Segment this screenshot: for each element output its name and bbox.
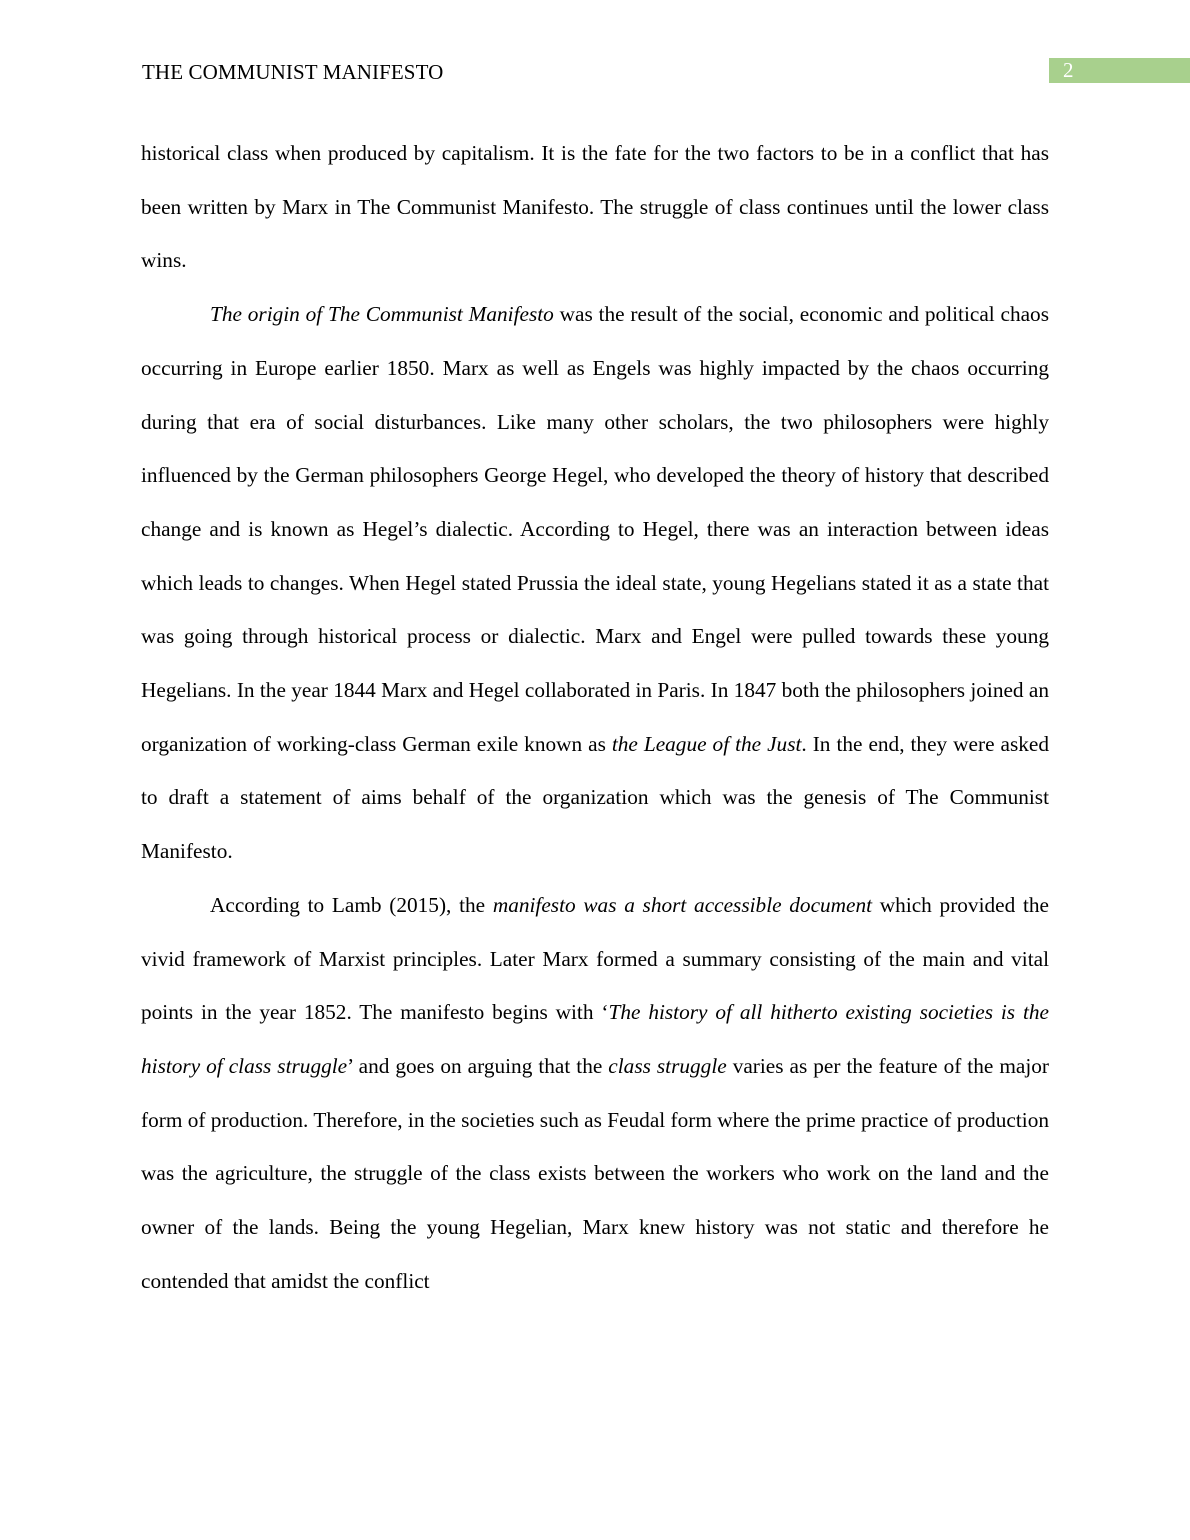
italic-phrase: manifesto was a short accessible document bbox=[492, 892, 873, 917]
paragraph-text: According to Lamb (2015), the bbox=[210, 892, 493, 917]
italic-phrase: The origin of The Communist Manifesto bbox=[210, 302, 554, 327]
paragraph-text: varies as per the feature of the major form of production. Therefore, in the societies such as Feudal form where the prime practice of production was the agriculture, the struggle of the class exists between the workers who work on the land and the owner of the lands. Being the young Hegelian, Marx knew history was not static and therefore he contended that amidst the conflict bbox=[141, 1053, 1049, 1293]
paragraph-text: ’ and goes on arguing that the bbox=[347, 1053, 609, 1078]
page-number-badge bbox=[1049, 58, 1190, 83]
italic-phrase: the League of the Just bbox=[611, 731, 802, 756]
paragraph-text: was the result of the social, economic and political chaos occurring in Europe earlier 1850. Marx as well as Engels was highly impacted by the chaos occurring during that era of social disturbances. Like many other scholars, the two philosophers were highly influenced by the German philosophers George Hegel, who developed the theory of history that described change and is known as Hegel’s dialectic. According to Hegel, there was an interaction between ideas which leads to changes. When Hegel stated Prussia the ideal state, young Hegelians stated it as a state that was going through historical process or dialectic. Marx and Engel were pulled towards these young Hegelians. In the year 1844 Marx and Hegel collaborated in Paris. In 1847 both the philosophers joined an organization of working-class German exile known as bbox=[141, 302, 1049, 756]
paragraph-2 bbox=[141, 288, 1049, 879]
paragraph-text: historical class when produced by capitalism. It is the fate for the two factors to be in a conflict that has been written by Marx in The Communist Manifesto. The struggle of class continues until the lower class wins. bbox=[141, 141, 1049, 273]
paragraph-3 bbox=[141, 879, 1049, 1309]
page-number: 2 bbox=[1063, 58, 1074, 82]
paragraph-1 bbox=[141, 127, 1049, 288]
italic-phrase: class struggle bbox=[608, 1053, 727, 1078]
italic-quote: The history of all hitherto existing societies is the history of class struggle bbox=[141, 1000, 1049, 1078]
paragraph-text: which provided the vivid framework of Marxist principles. Later Marx formed a summary consisting of the main and vital points in the year 1852. The manifesto begins with ‘ bbox=[141, 892, 1049, 1025]
running-header-title: THE COMMUNIST MANIFESTO bbox=[142, 60, 444, 84]
document-body bbox=[141, 127, 1049, 1308]
paragraph-text: . In the end, they were asked to draft a statement of aims behalf of the organization which was the genesis of The Communist Manifesto. bbox=[141, 731, 1050, 864]
